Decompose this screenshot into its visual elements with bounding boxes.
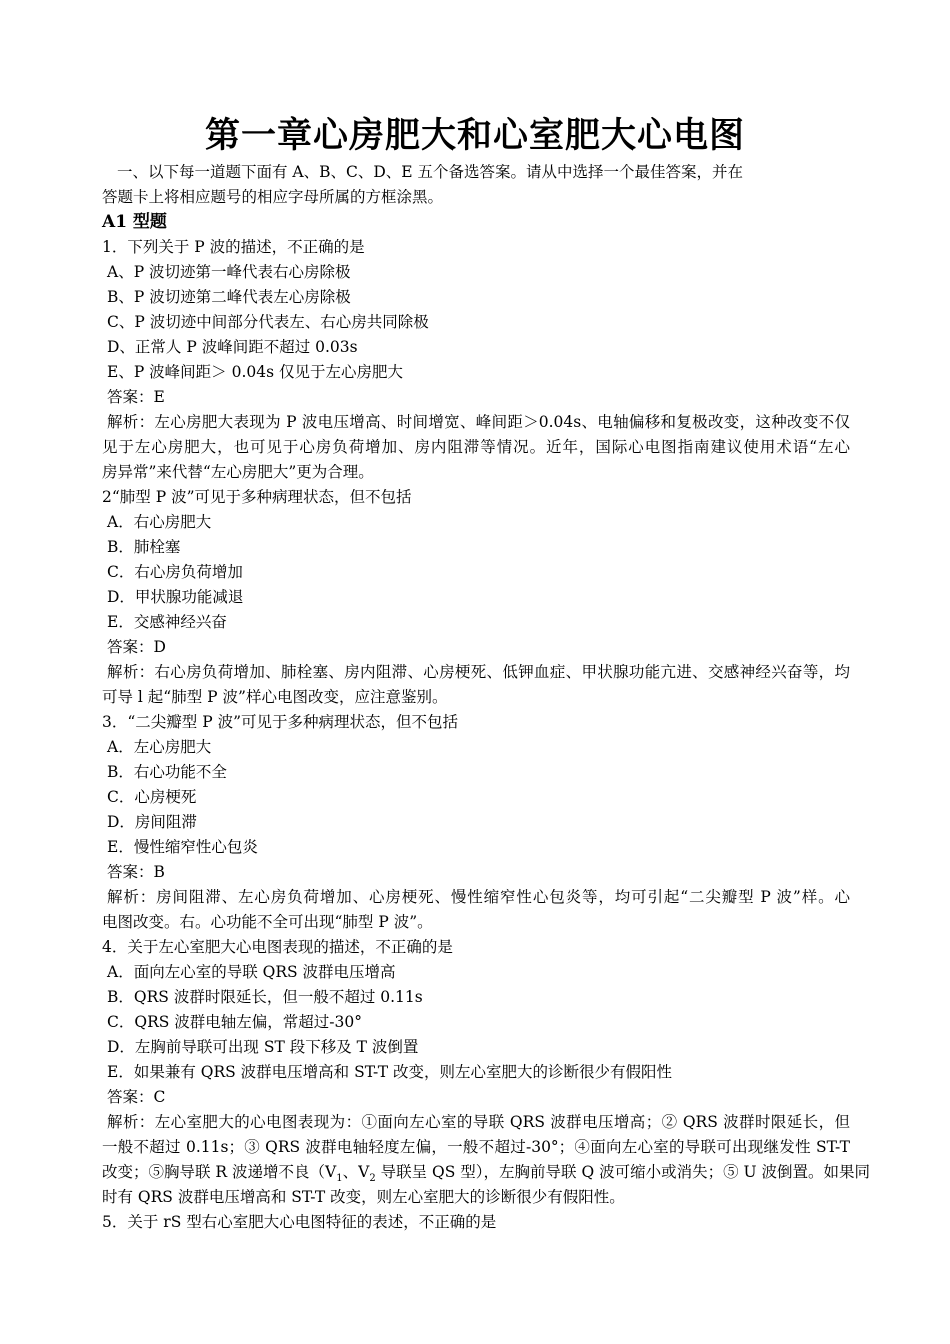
question-5-stem: 5．关于 rS 型右心室肥大心电图特征的表述，不正确的是 — [102, 1213, 497, 1231]
section-heading: A1 型题 — [102, 212, 167, 232]
question-2-explanation-1: 解析：右心房负荷增加、肺栓塞、房内阻滞、心房梗死、低钾血症、甲状腺功能亢进、交感神经兴奋等，均 — [107, 663, 850, 681]
question-3-answer: 答案：B — [107, 863, 165, 881]
question-3-stem: 3．“二尖瓣型 P 波”可见于多种病理状态，但不包括 — [102, 713, 458, 731]
question-4-answer: 答案：C — [107, 1088, 166, 1106]
question-1-explanation-3: 房异常”来代替“左心房肥大”更为合理。 — [102, 463, 374, 481]
question-1-option-c: C、P 波切迹中间部分代表左、右心房共同除极 — [107, 313, 429, 331]
question-2-option-b: B．肺栓塞 — [107, 538, 181, 556]
question-2-option-e: E．交感神经兴奋 — [107, 613, 227, 631]
question-3-option-d: D．房间阻滞 — [107, 813, 197, 831]
question-4-option-a: A．面向左心室的导联 QRS 波群电压增高 — [107, 963, 396, 981]
subscript-2: 2 — [369, 1173, 376, 1185]
question-3-option-a: A．左心房肥大 — [107, 738, 212, 756]
intro-line-2: 答题卡上将相应题号的相应字母所属的方框涂黑。 — [102, 188, 444, 206]
question-4-explanation-4: 时有 QRS 波群电压增高和 ST-T 改变，则左心室肥大的诊断很少有假阳性。 — [102, 1188, 625, 1206]
question-1-stem: 1．下列关于 P 波的描述，不正确的是 — [102, 238, 365, 256]
question-2-option-d: D．甲状腺功能减退 — [107, 588, 244, 606]
question-4-stem: 4．关于左心室肥大心电图表现的描述，不正确的是 — [102, 938, 453, 956]
page-title: 第一章心房肥大和心室肥大心电图 — [204, 115, 745, 156]
question-4-explanation-1: 解析：左心室肥大的心电图表现为：①面向左心室的导联 QRS 波群电压增高；② QRS 波群时限延长，但 — [107, 1113, 850, 1131]
subscript-1: 1 — [336, 1173, 343, 1185]
question-3-option-c: C．心房梗死 — [107, 788, 197, 806]
question-1-option-b: B、P 波切迹第二峰代表左心房除极 — [107, 288, 351, 306]
question-2-stem: 2“肺型 P 波”可见于多种病理状态，但不包括 — [102, 488, 412, 506]
question-2-answer: 答案：D — [107, 638, 166, 656]
question-2-explanation-2: 可导 l 起“肺型 P 波”样心电图改变，应注意鉴别。 — [102, 688, 448, 706]
question-1-option-d: D、正常人 P 波峰间距不超过 0.03s — [107, 338, 358, 356]
question-4-option-e: E．如果兼有 QRS 波群电压增高和 ST-T 改变，则左心室肥大的诊断很少有假阳性 — [107, 1063, 673, 1081]
question-1-explanation-1: 解析：左心房肥大表现为 P 波电压增高、时间增宽、峰间距＞0.04s、电轴偏移和复极改变，这种改变不仅 — [107, 413, 850, 431]
question-4-option-b: B．QRS 波群时限延长，但一般不超过 0.11s — [107, 988, 423, 1006]
question-3-option-e: E．慢性缩窄性心包炎 — [107, 838, 258, 856]
question-3-explanation-1: 解析：房间阻滞、左心房负荷增加、心房梗死、慢性缩窄性心包炎等，均可引起“二尖瓣型 P 波”样。心 — [107, 888, 850, 906]
question-4-explanation-2: 一般不超过 0.11s；③ QRS 波群电轴轻度左偏，一般不超过-30°；④面向左心室的导联可出现继发性 ST-T — [102, 1138, 850, 1156]
explanation-3-part-2: 、V — [342, 1163, 370, 1181]
explanation-3-part-1: 改变；⑤胸导联 R 波递增不良（V — [102, 1163, 337, 1181]
question-2-option-a: A．右心房肥大 — [107, 513, 212, 531]
question-1-answer: 答案：E — [107, 388, 165, 406]
question-1-option-a: A、P 波切迹第一峰代表右心房除极 — [107, 263, 351, 281]
intro-line-1: 一、以下每一道题下面有 A、B、C、D、E 五个备选答案。请从中选择一个最佳答案，并在 — [117, 163, 744, 181]
question-1-option-e: E、P 波峰间距＞ 0.04s 仅见于左心房肥大 — [107, 363, 403, 381]
question-1-explanation-2: 见于左心房肥大，也可见于心房负荷增加、房内阻滞等情况。近年，国际心电图指南建议使用术语“左心 — [102, 438, 850, 456]
question-4-option-d: D．左胸前导联可出现 ST 段下移及 T 波倒置 — [107, 1038, 419, 1056]
question-3-option-b: B．右心功能不全 — [107, 763, 227, 781]
explanation-3-part-3: 导联呈 QS 型），左胸前导联 Q 波可缩小或消失；⑤ U 波倒置。如果同 — [375, 1163, 871, 1181]
question-3-explanation-2: 电图改变。右。心功能不全可出现“肺型 P 波”。 — [102, 913, 433, 931]
question-2-option-c: C．右心房负荷增加 — [107, 563, 243, 581]
question-4-option-c: C．QRS 波群电轴左偏，常超过-30° — [107, 1013, 362, 1031]
